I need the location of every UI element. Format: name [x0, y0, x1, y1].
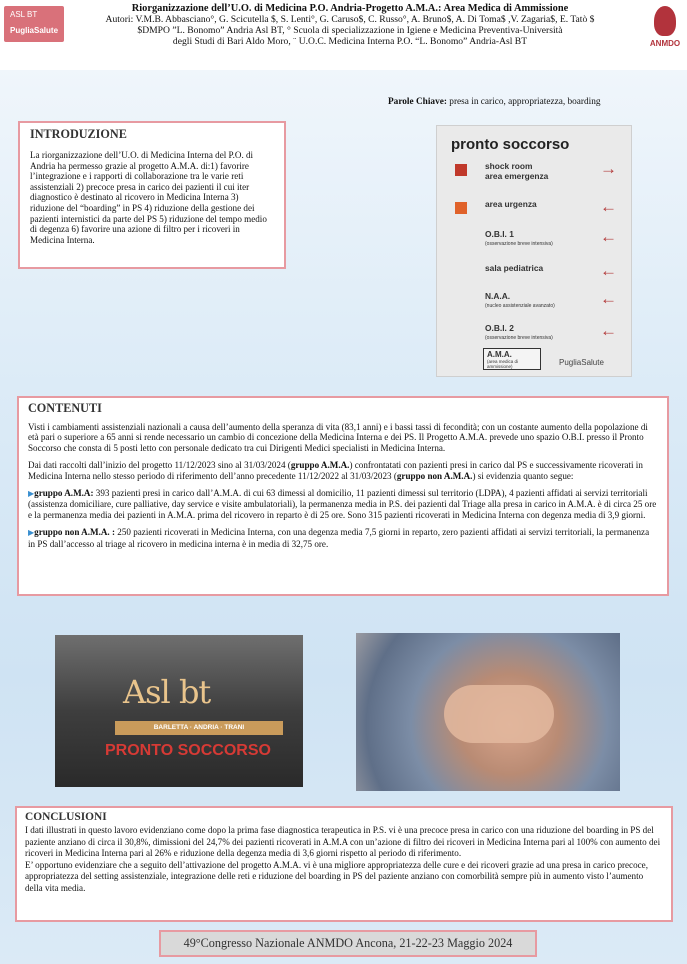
sign-title: pronto soccorso: [451, 136, 570, 153]
asl-bt-logo: [4, 6, 64, 42]
sign-ama-label: A.M.A.: [487, 350, 512, 359]
sign-row-label: O.B.I. 1 (osservazione breve intensiva): [485, 229, 553, 247]
affiliation-line2: degli Studi di Bari Aldo Moro, ¨ U.O.C. Medicina Interna P.O. “L. Bonomo” Andria-Asl BT: [172, 36, 528, 47]
header-bar: [0, 0, 687, 70]
arrow-left-icon: ←: [600, 227, 617, 246]
sign-row-label: O.B.I. 2 (osservazione breve intensiva): [485, 323, 553, 341]
pronto-soccorso-sign-photo: [436, 125, 632, 377]
anmdo-logo: [648, 6, 682, 58]
group-non-ama-label: gruppo non A.M.A. :: [34, 527, 116, 538]
keywords-label: Parole Chiave:: [388, 97, 447, 107]
sign-ama-sub: (area medica di ammissione): [487, 359, 519, 369]
sign-row-label: N.A.A. (nucleo assistenziale avanzato): [485, 291, 555, 309]
contents-heading: CONTENUTI: [28, 401, 102, 415]
introduction-box: [18, 121, 286, 269]
arrow-left-icon: ←: [600, 289, 617, 308]
bullet-triangle-icon: ▶: [28, 489, 35, 499]
hospital-entrance-photo: [55, 635, 303, 787]
bullet-triangle-icon: ▶: [28, 528, 35, 538]
conclusions-heading: CONCLUSIONI: [25, 811, 107, 823]
sign-color-square: [455, 202, 467, 214]
keywords-text: presa in carico, appropriatezza, boarding: [449, 97, 601, 107]
photo-band: BARLETTA · ANDRIA · TRANI: [115, 721, 283, 735]
sign-row-label: shock room area emergenza: [485, 161, 549, 181]
affiliation-line1: $DMPO ”L. Bonomo” Andria Asl BT, ° Scuola di specializzazione in Igiene e Medicina Preventiva-Università: [137, 25, 563, 36]
photo-pronto-soccorso-sign: PRONTO SOCCORSO: [105, 742, 271, 759]
poster-title: Riorganizzazione dell’U.O. di Medicina P.O. Andria-Progetto A.M.A.: Area Medica di Ammissione: [131, 3, 569, 14]
contents-paragraph-2: Dai dati raccolti dall’inizio del progetto 11/12/2023 sino al 31/03/2024 (gruppo A.M.A.) confrontatati con pazienti presi in carico dal PS e successivamente ricoverati in Medicina Interna nello stesso periodo di riferimento dell’anno precedente 11/12/2022 al 31/03/2023 (gruppo non A.M.A.) si evidenzia quanto segue:: [28, 460, 643, 481]
sign-row-label: sala pediatrica: [485, 263, 544, 273]
conclusions-paragraph-1: I dati illustrati in questo lavoro evidenziano come dopo la prima fase diagnostica terapeutica in P.S. vi è una precoce presa in carico con una riduzione del boarding in PS del paziente anziano di circa il 30,8%, dimissioni del 24,7% dei pazienti ricoverati in A.M.A con un’azione di filtro dei ricoveri in Medicina Interna pari al 100% con aumento dei ricoveri in Medicina Interna pari al 26% e riduzione della degenza media di 3,6 giorni rispetto al periodo di riferimento.: [25, 825, 661, 859]
sign-ama-box: [483, 348, 541, 370]
header-text: [70, 3, 630, 47]
arrow-right-icon: →: [600, 159, 617, 178]
holding-hands-photo: [356, 633, 620, 791]
conclusions-box: [15, 806, 673, 922]
arrow-left-icon: ←: [600, 261, 617, 280]
hands-shape: [444, 685, 554, 743]
group-ama-label: gruppo A.M.A:: [34, 488, 94, 499]
logo-line2: PugliaSalute: [10, 26, 59, 35]
arrow-left-icon: ←: [600, 321, 617, 340]
sign-row-label: area urgenza: [485, 199, 537, 209]
introduction-text: La riorganizzazione dell’U.O. di Medicina Interna del P.O. di Andria ha permesso grazie al progetto A.M.A. di:1) favorire l’integrazione e i rapporti di collaborazione tra le varie reti assistenziali 2) precoce presa in carico dei pazienti il cui iter diagnostico è destinato al ricovero in Medicina Interna 3) riduzione del “boarding” in PS 4) riduzione della gestione dei pazienti internistici da parte del PS 5) riduzione del tempo medio di degenza 6) favorire una azione di filtro per i ricoveri in Medicina Interna.: [30, 150, 267, 245]
anmdo-seal-icon: [654, 6, 676, 36]
contents-box: [17, 396, 669, 596]
conclusions-paragraph-2: E’ opportuno evidenziare che a seguito dell’attivazione del progetto A.M.A. vi è una migliore appropriatezza delle cure e dei ricoveri grazie ad una presa in carico precoce, appropriatezza del setting assistenziale, integrazione delle reti e riduzione del boarding in PS del paziente anziano con comorbilità sempre più in aumento visto l’aumento della vita media.: [25, 859, 648, 893]
contents-paragraph-ama: [28, 488, 658, 520]
authors: Autori: V.M.B. Abbasciano°, G. Scicutella $, S. Lenti°, G. Caruso$, C. Russo°, A. Bruno$, A. Di Toma$ ,V. Zagaria$, E. Tatò $: [105, 14, 595, 25]
introduction-heading: INTRODUZIONE: [30, 127, 127, 141]
congress-footer: 49°Congresso Nazionale ANMDO Ancona, 21-22-23 Maggio 2024: [159, 930, 537, 957]
anmdo-logo-text: ANMDO: [649, 39, 681, 48]
group-non-ama-text: 250 pazienti ricoverati in Medicina Interna, con una degenza media 7,5 giorni in reparto, zero pazienti affidati ai servizi territoriali, la permanenza in PS dall’accesso al triage al ricovero in medicina interna è in media di 32,75 ore.: [28, 527, 650, 549]
photo-asl-logo: Asl bt: [123, 673, 211, 711]
sign-color-square: [455, 164, 467, 176]
contents-paragraph-1: Visti i cambiamenti assistenziali nazionali a causa dell’aumento della speranza di vita (83,1 anni) e i bassi tassi di fecondità; con un costante aumento della popolazione di età pari o superiore a 65 anni si rende necessario un cambio di concezione della Medicina Interna e dei PS. Il Progetto A.M.A. prevede uno spazio O.B.I. presso il Pronto Soccorso che consta di 5 posti letto con personale dedicato tra cui Dirigenti Medici specialisti in Medicina Interna.: [28, 422, 648, 453]
logo-line1: ASL BT: [10, 10, 38, 19]
keywords: [388, 97, 601, 107]
arrow-left-icon: ←: [600, 197, 617, 216]
contents-paragraph-non-ama: [28, 527, 658, 549]
sign-brand: PugliaSalute: [559, 358, 604, 367]
group-ama-text: 393 pazienti presi in carico dall’A.M.A. di cui 63 dimessi al domicilio, 11 pazienti dimessi sul territorio (LDPA), 4 pazienti affidati ai servizi territoriali (assistenza domiciliare, cure palliative, day service e visite ambulatoriali), la permanenza media in P.S. dei pazienti dal Triage alla presa in carico in A.M.A. è di circa 25 ore e la permanenza media dei pazienti in A.M.A. prima del ricovero in reparto è di 25 ore. Sono 315 pazienti ricoverati in Medicina Interna con degenza media di 3,9 giorni.: [28, 488, 657, 520]
